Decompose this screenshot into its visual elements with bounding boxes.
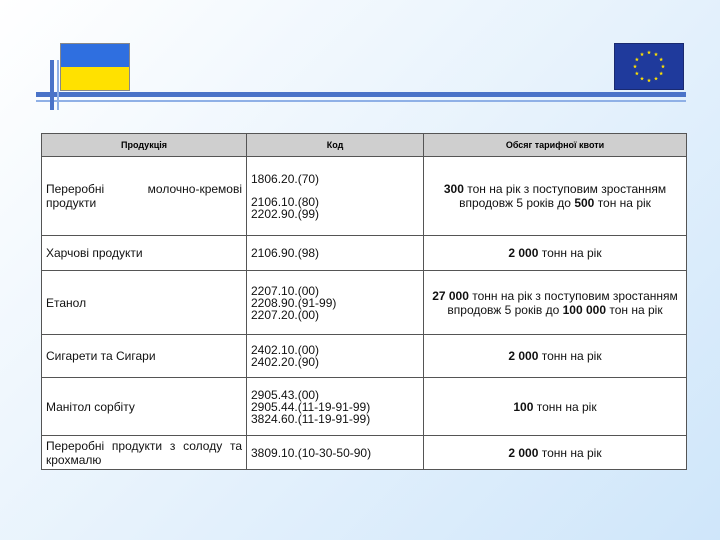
eu-star-icon [640,52,644,56]
quota-text: тонн на рік [541,445,602,460]
eu-star-icon [654,52,658,56]
eu-star-icon [659,71,663,75]
eu-star-icon [661,64,665,68]
eu-star-icon [640,77,644,81]
code-cell [247,271,424,335]
code-cell [247,236,424,271]
product-cell: Переробні продукти з солоду та крохмалю [42,436,247,470]
quota-value-final: 500 [574,196,595,210]
code-value: 3824.60.(11-19-91-99) [251,411,371,426]
product-cell: Переробні молочно-кремові продукти [42,157,247,236]
eu-star-icon [647,78,651,82]
quota-cell [424,436,687,470]
quota-text-final: тон на рік [597,196,651,210]
eu-flag-icon [614,43,684,90]
quota-value: 2 000 [508,445,539,460]
ukraine-flag-yellow-band [61,67,129,90]
quota-text: тон на рік з поступовим зростанням впродовж 5 років до [459,182,667,210]
header-product: Продукція [42,134,247,157]
code-value: 2106.10.(80) [251,194,320,209]
code-cell [247,157,424,236]
eu-stars-icon [615,44,683,89]
header-quota: Обсяг тарифної квоти [424,134,687,157]
table-row [42,378,687,436]
quota-cell [424,271,687,335]
vertical-rule [50,60,54,110]
code-cell [247,378,424,436]
tariff-quota-table [41,133,687,470]
eu-star-icon [659,57,663,61]
eu-star-icon [654,77,658,81]
eu-star-icon [635,71,639,75]
quota-text: тонн на рік з поступовим зростанням впродовж 5 років до [447,288,678,317]
code-value: 2905.43.(00) [251,387,320,402]
table-row [42,236,687,271]
code-value: 2208.90.(91-99) [251,295,337,310]
code-value: 2202.90.(99) [251,206,320,221]
code-value: 2402.10.(00) [251,343,320,357]
quota-value-final: 100 000 [562,302,607,317]
header-rule-thin [36,100,686,102]
header-code: Код [247,134,424,157]
product-cell: Сигарети та Сигари [42,335,247,378]
ukraine-flag-blue-band [61,44,129,67]
table-row [42,436,687,470]
quota-value: 2 000 [508,349,539,363]
quota-value: 2 000 [508,246,539,260]
quota-cell [424,378,687,436]
table-row [42,335,687,378]
quota-value: 100 [513,399,534,414]
code-value: 2106.90.(98) [251,246,320,260]
table-header-row [42,134,687,157]
quota-value: 300 [443,182,464,196]
quota-cell [424,335,687,378]
ukraine-flag-icon [60,43,130,91]
quota-text: тонн на рік [541,349,602,363]
product-cell: Манітол сорбіту [42,378,247,436]
code-value: 2207.10.(00) [251,283,320,298]
eu-star-icon [647,50,651,54]
vertical-rule-thin [57,60,59,110]
code-value: 2905.44.(11-19-91-99) [251,399,371,414]
quota-text-final: тон на рік [609,302,663,317]
code-value: 3809.10.(10-30-50-90) [251,445,372,460]
quota-text: тонн на рік [536,399,597,414]
product-cell: Харчові продукти [42,236,247,271]
code-value: 2402.20.(90) [251,355,320,369]
eu-star-icon [635,57,639,61]
table-row [42,271,687,335]
code-value: 1806.20.(70) [251,171,320,186]
table-row [42,157,687,236]
quota-text: тонн на рік [541,246,602,260]
code-value: 2207.20.(00) [251,307,320,322]
quota-value: 27 000 [432,288,469,303]
header-rule [36,92,686,97]
eu-star-icon [633,64,637,68]
product-cell: Етанол [42,271,247,335]
code-cell [247,335,424,378]
quota-cell [424,157,687,236]
code-cell [247,436,424,470]
quota-cell [424,236,687,271]
